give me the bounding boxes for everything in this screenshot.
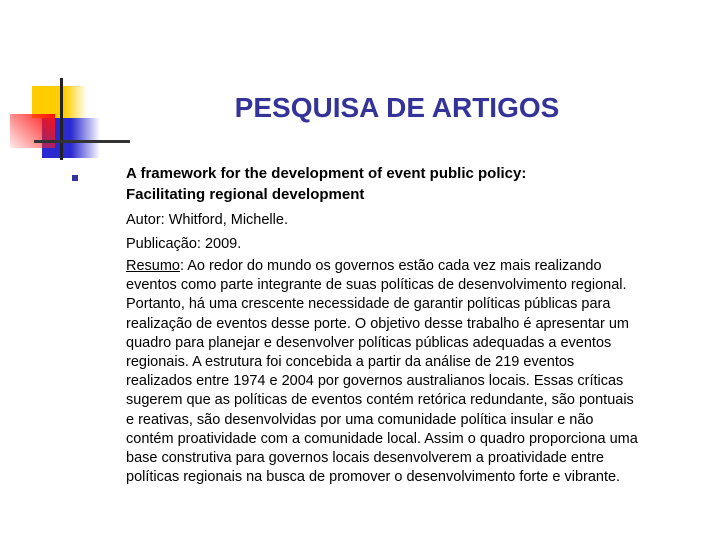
slide-title: PESQUISA DE ARTIGOS [234,92,560,123]
abstract-line [126,257,706,276]
abstract-text: : Ao redor do mundo os governos estão cada vez mais realizando [180,258,602,274]
abstract-line: contém proatividade com a comunidade local. Assim o quadro proporciona uma [126,430,638,447]
abstract-label: Resumo [126,258,180,274]
abstract-line: sugerem que as políticas de eventos contém retórica redundante, são pontuais [126,392,634,409]
article-publication: Publicação: 2009. [126,236,242,252]
abstract-line: quadro para planejar e desenvolver políticas públicas adequadas a eventos [126,334,612,351]
abstract-line: políticas regionais na busca de promover o desenvolvimento forte e vibrante. [126,469,621,486]
abstract-line: eventos como parte integrante de suas políticas de desenvolvimento regional. [126,277,627,294]
article-title-line-1: A framework for the development of event public policy: [126,165,527,182]
bullet-icon [72,175,78,181]
abstract-line: Portanto, há uma crescente necessidade de garantir políticas públicas para [126,296,611,313]
decorative-logo [0,70,130,170]
article-author: Autor: Whitford, Michelle. [126,212,288,228]
vertical-line [60,78,63,160]
article-entry [126,163,706,487]
horizontal-line [34,140,130,143]
abstract-line: e reativas, são desenvolvidas por uma comunidade política insular e não [126,411,594,428]
abstract-line: regionais. A estrutura foi concebida a partir da análise de 219 eventos [126,354,575,371]
abstract-line: realização de eventos desse porte. O objetivo desse trabalho é apresentar um [126,315,629,332]
article-title-line-2: Facilitating regional development [126,186,365,203]
abstract-line: realizados entre 1974 e 2004 por governos australianos locais. Essas críticas [126,373,624,390]
abstract-line: base construtiva para governos locais desenvolverem a proatividade entre [126,450,604,467]
